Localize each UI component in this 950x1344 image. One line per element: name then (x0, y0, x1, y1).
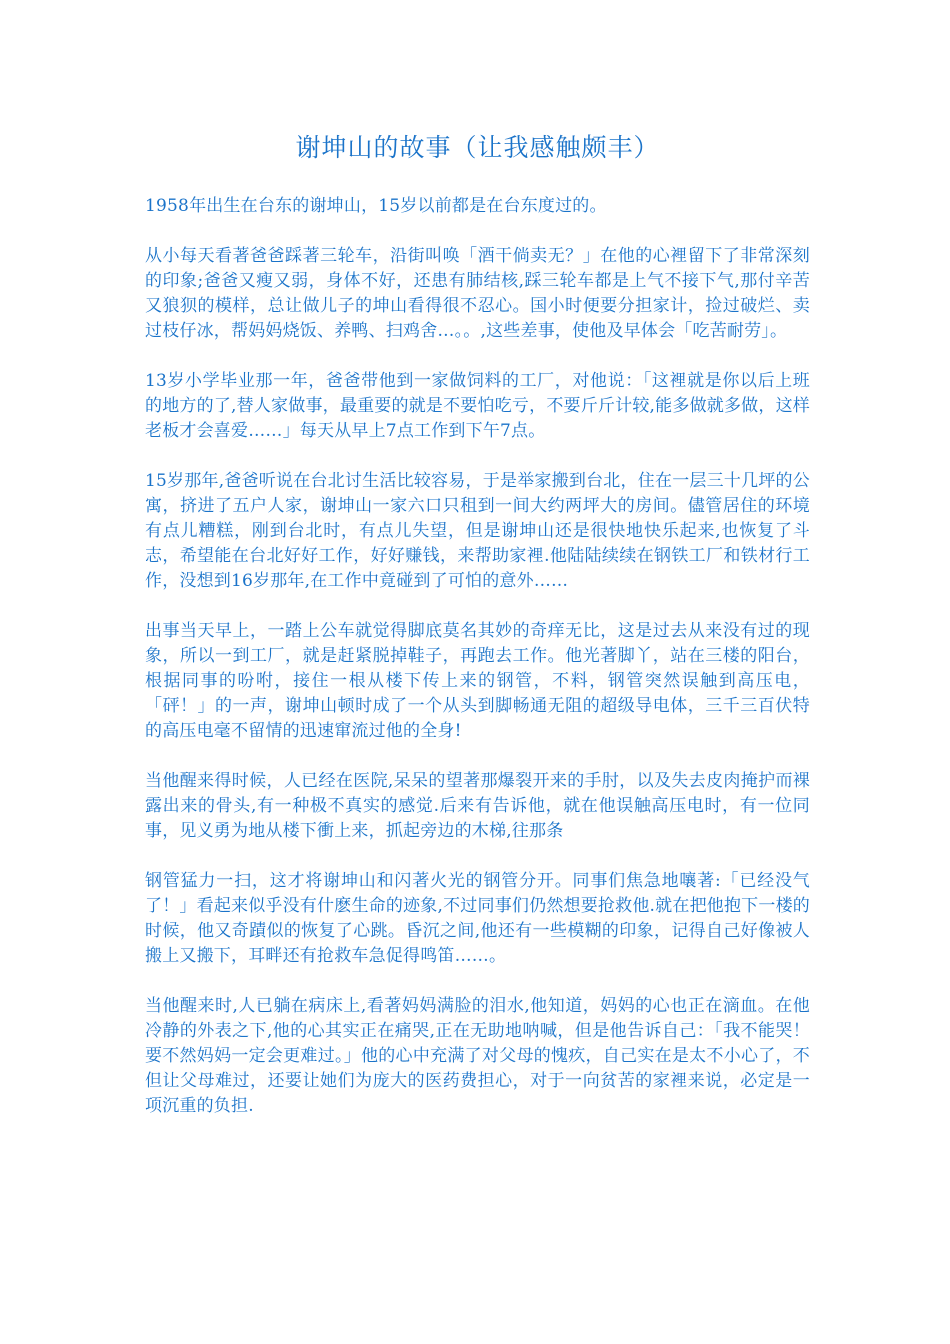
paragraph-2: 从小每天看著爸爸踩著三轮车，沿街叫唤「酒干倘卖无？」在他的心裡留下了非常深刻的印象;爸爸又瘦又弱，身体不好，还患有肺结核,踩三轮车都是上气不接下气,那付辛苦又狼狈的模样，总让做儿子的坤山看得很不忍心。国小时便要分担家计，捡过破烂、卖过枝仔冰，帮妈妈烧饭、养鸭、扫鸡舍…。。,这些差事，使他及早体会「吃苦耐劳」。 (145, 246, 810, 341)
paragraph-6: 当他醒来得时候，人已经在医院,呆呆的望著那爆裂开来的手肘，以及失去皮肉掩护而裸露出来的骨头,有一种极不真实的感觉.后来有告诉他，就在他误触高压电时，有一位同事，见义勇为地从楼下衝上来，抓起旁边的木梯,往那条 (145, 771, 810, 841)
paragraph-5: 出事当天早上，一踏上公车就觉得脚底莫名其妙的奇痒无比，这是过去从来没有过的现象，所以一到工厂，就是赶紧脱掉鞋子，再跑去工作。他光著脚丫，站在三楼的阳台，根据同事的吩咐，接住一根从楼下传上来的钢管，不料，钢管突然误触到高压电，「砰！」的一声，谢坤山顿时成了一个从头到脚畅通无阻的超级导电体，三千三百伏特的高压电毫不留情的迅速窜流过他的全身! (145, 621, 810, 741)
document-title: 谢坤山的故事（让我感触颇丰） (295, 133, 660, 162)
paragraph-1: 1958年出生在台东的谢坤山，15岁以前都是在台东度过的。 (145, 196, 607, 216)
paragraph-3: 13岁小学毕业那一年，爸爸带他到一家做饲料的工厂，对他说：「这裡就是你以后上班的地方的了,替人家做事，最重要的就是不要怕吃亏，不要斤斤计较,能多做就多做，这样老板才会喜爱……」每天从早上7点工作到下午7点。 (145, 371, 810, 441)
paragraph-7: 钢管猛力一扫，这才将谢坤山和闪著火光的钢管分开。同事们焦急地嚷著:「已经没气了！」看起来似乎没有什麽生命的迹象,不过同事们仍然想要抢救他.就在把他抱下一楼的时候，他又奇蹟似的恢复了心跳。昏沉之间,他还有一些模糊的印象，记得自己好像被人搬上又搬下，耳畔还有抢救车急促得鸣笛……。 (145, 871, 810, 966)
document-page (145, 130, 810, 1144)
paragraph-4: 15岁那年,爸爸听说在台北讨生活比较容易，于是举家搬到台北，住在一层三十几坪的公寓，挤进了五户人家，谢坤山一家六口只租到一间大约两坪大的房间。儘管居住的环境有点儿糟糕，刚到台北时，有点儿失望，但是谢坤山还是很快地快乐起来,也恢复了斗志，希望能在台北好好工作，好好赚钱，来帮助家裡.他陆陆续续在钢铁工厂和铁材行工作，没想到16岁那年,在工作中竟碰到了可怕的意外…… (145, 471, 810, 591)
paragraph-8: 当他醒来时,人已躺在病床上,看著妈妈满脸的泪水,他知道，妈妈的心也正在滴血。在他冷静的外表之下,他的心其实正在痛哭,正在无助地呐喊，但是他告诉自己：「我不能哭！要不然妈妈一定会更难过。」他的心中充满了对父母的愧疚，自己实在是太不小心了，不但让父母难过，还要让她们为庞大的医药费担心，对于一向贫苦的家裡来说，必定是一项沉重的负担. (145, 996, 810, 1116)
